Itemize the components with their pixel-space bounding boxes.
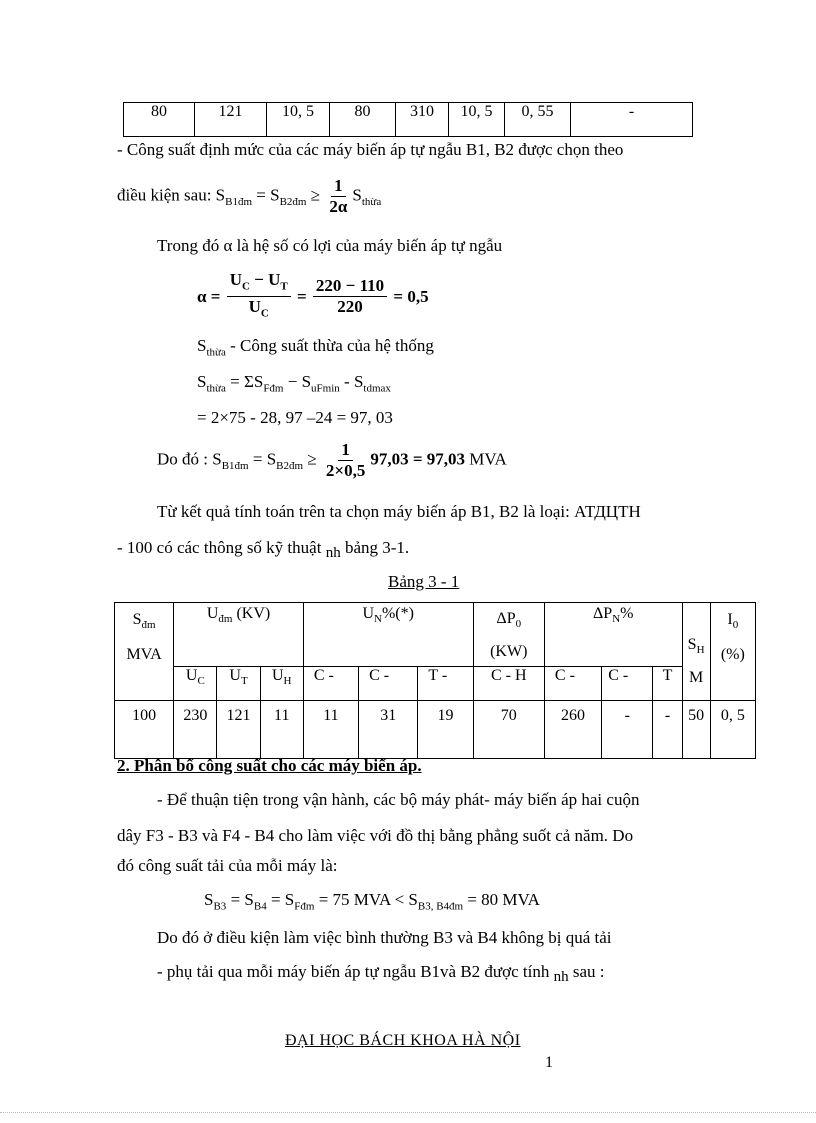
data-cell: 11 — [260, 701, 303, 759]
data-cell: 230 — [174, 701, 217, 759]
para-4-line-2: dây F3 - B3 và F4 - B4 cho làm việc với đồ thị bằng phẳng suốt cả năm. Do — [117, 826, 634, 845]
subheader: $U_T$ — [217, 667, 260, 701]
para-4-line-3: đó công suất tải của mỗi máy là: — [117, 856, 338, 875]
top-cell: - — [571, 103, 693, 137]
top-cell: 121 — [195, 103, 267, 137]
header-sh: $S_H$ M — [682, 603, 710, 701]
data-cell: 0, 5 — [710, 701, 755, 759]
sthua-definition: $S_{thừa}$ - Công suất thừa của hệ thống — [197, 336, 434, 359]
para-4-line-1: - Để thuận tiện trong vận hành, các bộ máy phát- máy biến áp hai cuộn — [157, 790, 640, 809]
alpha-formula: α = $\frac{U_C - U_T}{U_C}$ = $\frac{220 - 110}{220}$ = 0,5 — [197, 270, 429, 324]
para-3-line-2: - 100 có các thông số kỹ thuật nh bảng 3-1. — [117, 538, 410, 561]
data-cell: 31 — [359, 701, 418, 759]
calculation: = 2×75 - 28, 97 –24 = 97, 03 — [197, 408, 393, 427]
fraction: $\frac{U_C - U_T}{U_C}$ — [227, 270, 291, 324]
header-u: $U_{đm}$ (KV) — [174, 603, 304, 667]
para-6: - phụ tải qua mỗi máy biến áp tự ngẫu B1và B2 được tính nh sau : — [157, 962, 605, 985]
sthua-formula: $S_{thừa} = \Sigma S_{Fđm} - S_{uFmin} - S_{tdmax}$ — [197, 372, 391, 395]
table-title: Bảng 3 - 1 — [388, 572, 460, 591]
header-dpn: $\Delta P_N\%$ — [544, 603, 682, 667]
top-cell: 0, 55 — [505, 103, 571, 137]
data-cell: - — [602, 701, 653, 759]
top-cell: 10, 5 — [267, 103, 330, 137]
para-2: Trong đó α là hệ số có lợi của máy biến áp tự ngẫu — [157, 236, 503, 255]
subheader: C - — [544, 667, 601, 701]
data-cell: - — [653, 701, 682, 759]
spec-table — [114, 602, 756, 759]
top-table — [123, 102, 693, 137]
header-s: $S_{đm}$ MVA — [115, 603, 174, 701]
subheader: C - — [303, 667, 358, 701]
dodo-formula: Do đó : $S_{B1đm} = S_{B2đm}$ ≥ $\frac{1}{2\times 0,5}$ 97,03 = 97,03 MVA — [157, 440, 507, 480]
fraction: $\frac{220 - 110}{220}$ — [313, 276, 387, 317]
para-1-line-1: - Công suất định mức của các máy biến áp tự ngẫu B1, B2 được chọn theo — [117, 140, 624, 159]
data-cell: 121 — [217, 701, 260, 759]
subheader: C - — [602, 667, 653, 701]
top-cell: 10, 5 — [449, 103, 505, 137]
para-5: Do đó ở điều kiện làm việc bình thường B3 và B4 không bị quá tải — [157, 928, 612, 947]
section-heading: 2. Phân bố công suất cho các máy biến áp. — [117, 756, 422, 775]
sb-formula: $S_{B3} = S_{B4} = S_{Fđm} = 75$ MVA < $S_{B3, B4đm} = 80$ MVA — [204, 890, 540, 913]
data-cell: 19 — [418, 701, 473, 759]
data-cell: 50 — [682, 701, 710, 759]
page-number: 1 — [545, 1054, 553, 1071]
subheader: C - H — [473, 667, 544, 701]
para-1-line-2: điều kiện sau: $S_{B1đm} = S_{B2đm}$ ≥ $\frac{1}{2\alpha}$ $S_{thừa}$ — [117, 176, 382, 216]
subheader: $U_H$ — [260, 667, 303, 701]
subheader: C - — [359, 667, 418, 701]
subheader: T — [653, 667, 682, 701]
fraction: $\frac{1}{2\times 0,5}$ — [325, 440, 366, 480]
data-cell: 11 — [303, 701, 358, 759]
header-un: $U_N\%(*)$ — [303, 603, 473, 667]
top-cell: 310 — [396, 103, 449, 137]
data-cell: 260 — [544, 701, 601, 759]
header-dp0: $\Delta P_0$ (KW) — [473, 603, 544, 667]
top-cell: 80 — [330, 103, 396, 137]
para-3-line-1: Từ kết quả tính toán trên ta chọn máy biến áp B1, B2 là loại: АТДЦТН — [157, 502, 641, 521]
subheader: T - — [418, 667, 473, 701]
footer-institution: ĐẠI HỌC BÁCH KHOA HÀ NỘI — [285, 1032, 521, 1049]
header-i0: $I_0$ (%) — [710, 603, 755, 701]
top-cell: 80 — [124, 103, 195, 137]
subheader: $U_C$ — [174, 667, 217, 701]
data-cell: 70 — [473, 701, 544, 759]
page-bottom-divider — [0, 1112, 816, 1113]
data-cell: 100 — [115, 701, 174, 759]
fraction: $\frac{1}{2\alpha}$ — [329, 176, 348, 216]
